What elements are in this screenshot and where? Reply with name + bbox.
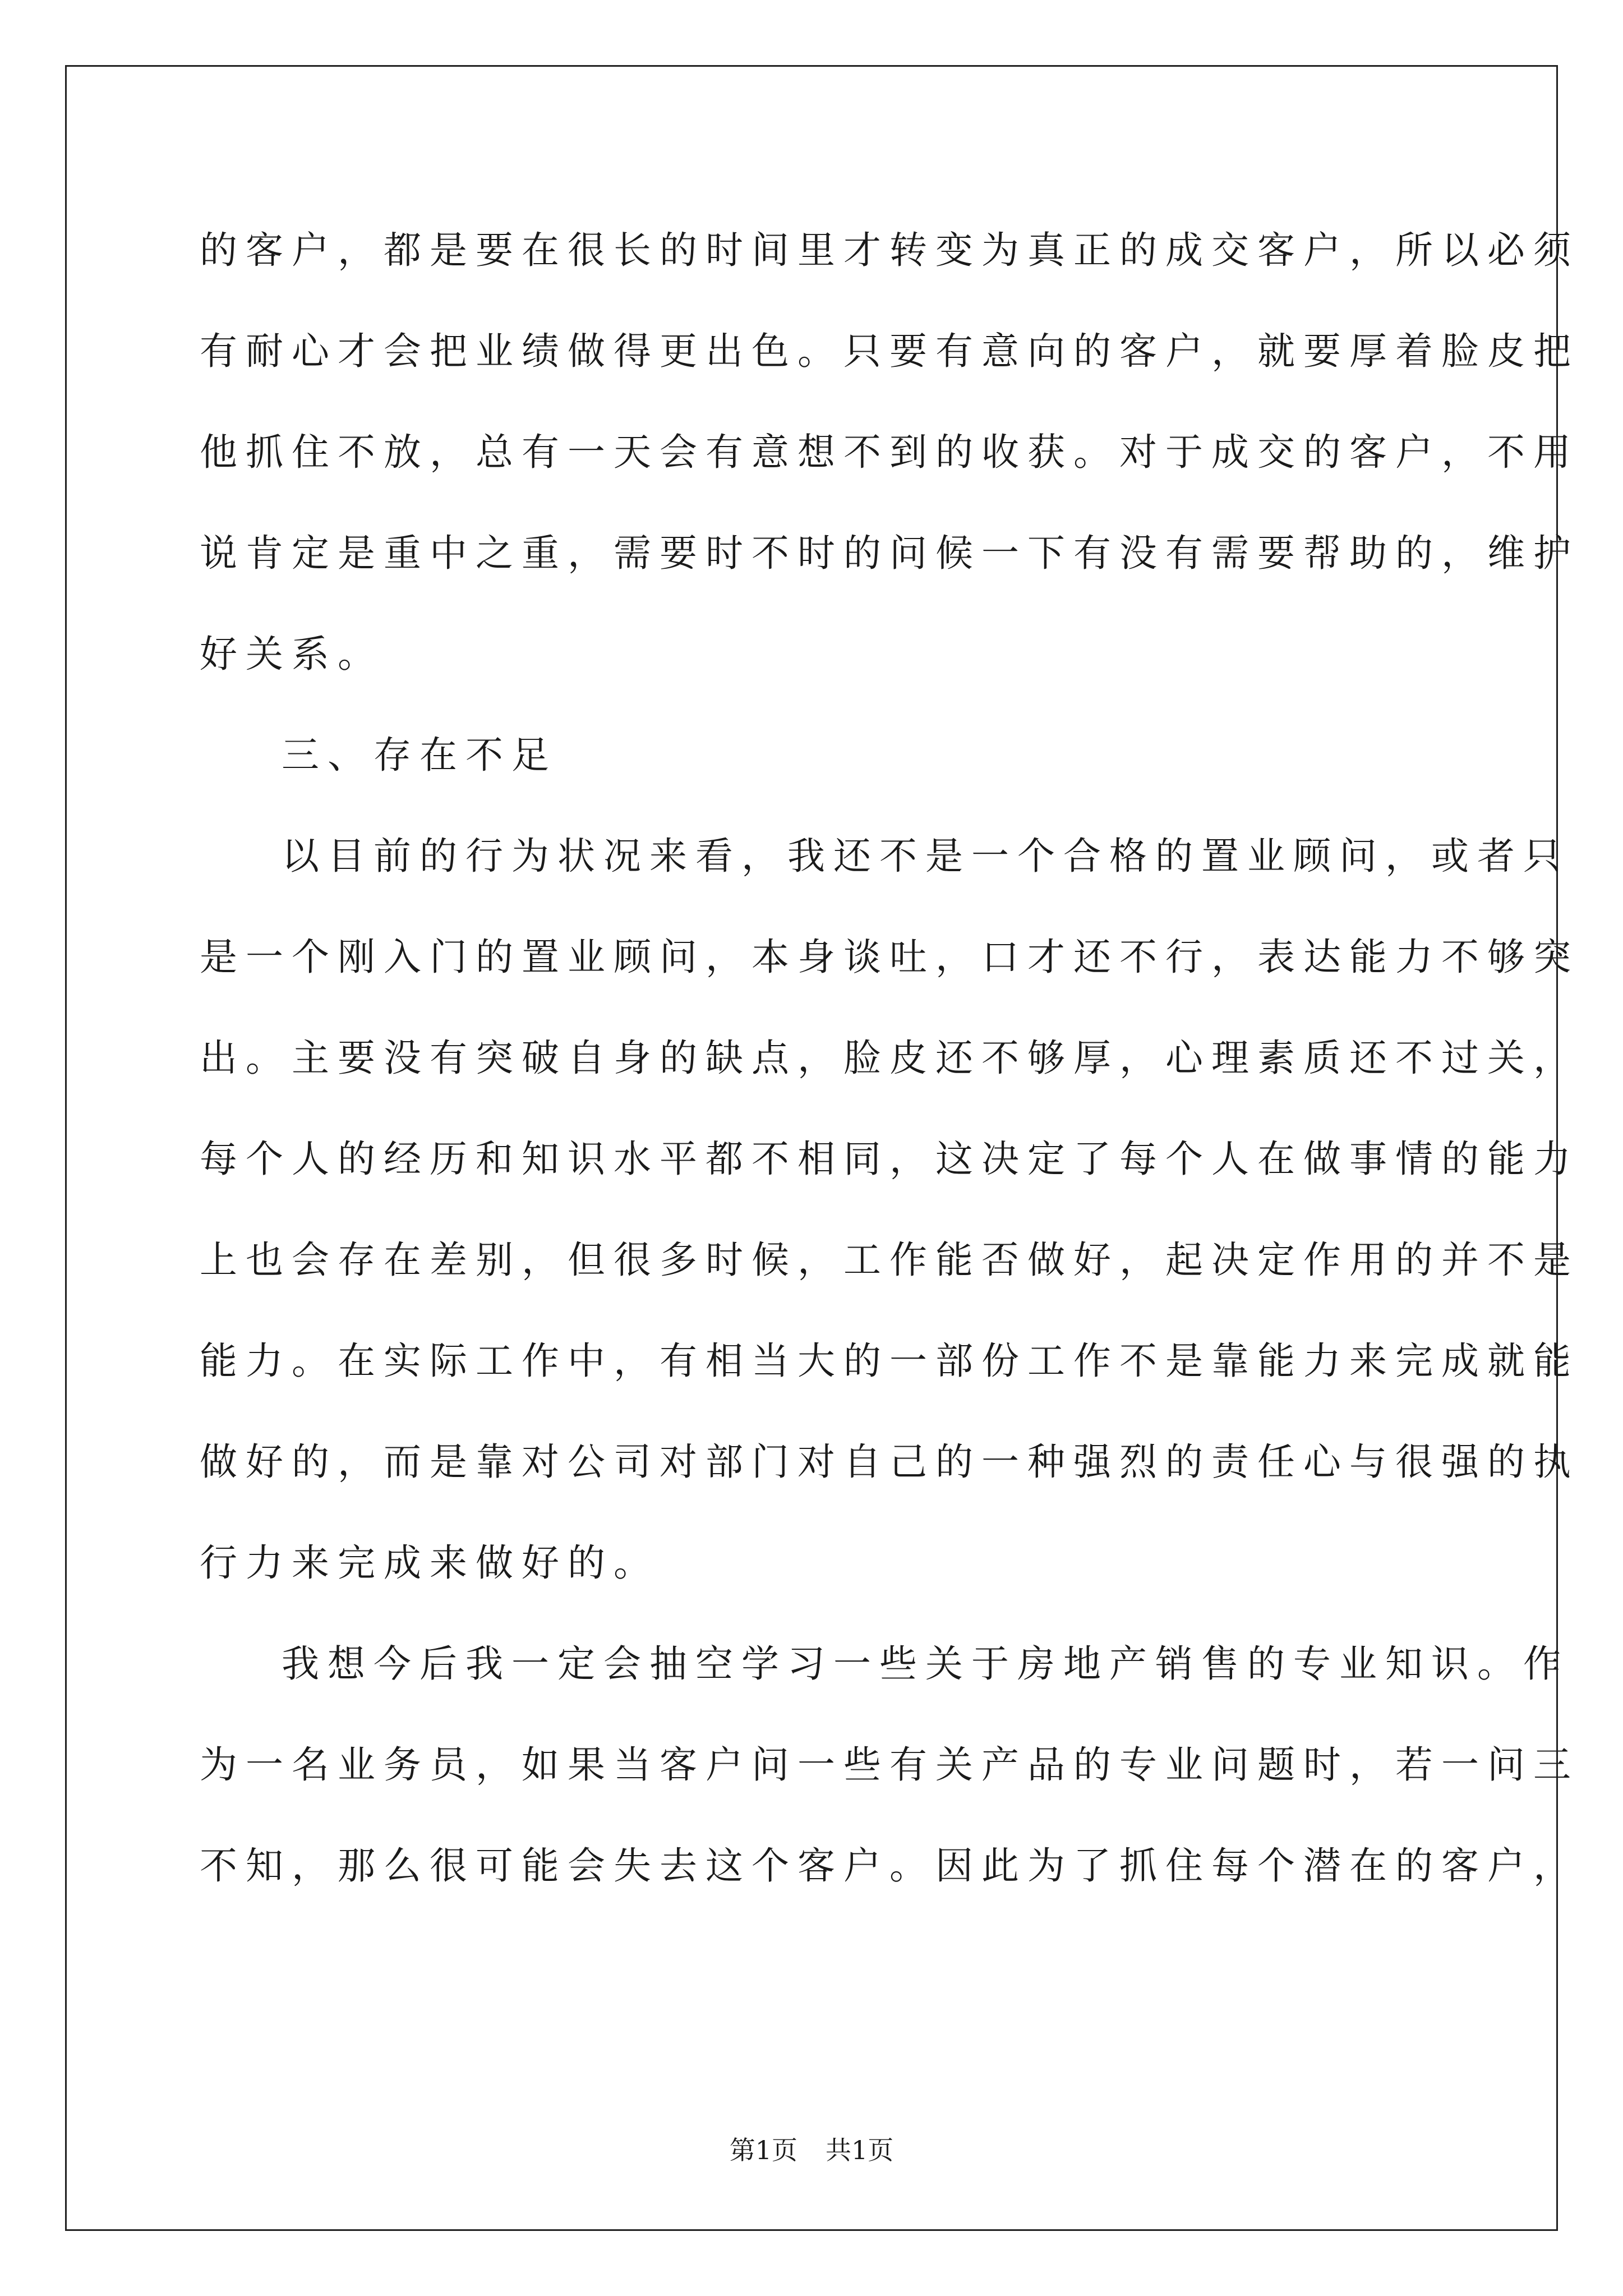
page-footer [0,2133,1623,2167]
text-line: 做好的，而是靠对公司对部门对自己的一种强烈的责任心与很强的执 [200,1440,1579,1484]
text-line: 我想今后我一定会抽空学习一些关于房地产销售的专业知识。作 [282,1642,1569,1686]
text-line: 出。主要没有突破自身的缺点，脸皮还不够厚，心理素质还不过关， [200,1036,1579,1080]
document-body [200,200,1579,1916]
text-line: 有耐心才会把业绩做得更出色。只要有意向的客户，就要厚着脸皮把 [200,329,1579,373]
text-line: 能力。在实际工作中，有相当大的一部份工作不是靠能力来完成就能 [200,1339,1579,1383]
text-line: 的客户，都是要在很长的时间里才转变为真正的成交客户，所以必须 [200,228,1579,272]
text-line: 说肯定是重中之重，需要时不时的问候一下有没有需要帮助的，维护 [200,531,1579,575]
text-line: 好关系。 [200,632,384,676]
page-number-total: 共1页 [826,2135,894,2165]
text-line: 为一名业务员，如果当客户问一些有关产品的专业问题时，若一问三 [200,1743,1579,1787]
text-line: 每个人的经历和知识水平都不相同，这决定了每个人在做事情的能力 [200,1137,1579,1181]
text-line: 行力来完成来做好的。 [200,1541,660,1585]
text-line: 三、存在不足 [282,733,557,777]
text-line: 是一个刚入门的置业顾问，本身谈吐，口才还不行，表达能力不够突 [200,935,1579,979]
text-line: 上也会存在差别，但很多时候，工作能否做好，起决定作用的并不是 [200,1238,1579,1282]
text-line: 以目前的行为状况来看，我还不是一个合格的置业顾问，或者只 [282,834,1569,878]
page-number-current: 第1页 [729,2135,797,2165]
text-line: 不知，那么很可能会失去这个客户。因此为了抓住每个潜在的客户， [200,1844,1579,1888]
text-line: 他抓住不放，总有一天会有意想不到的收获。对于成交的客户，不用 [200,430,1579,474]
